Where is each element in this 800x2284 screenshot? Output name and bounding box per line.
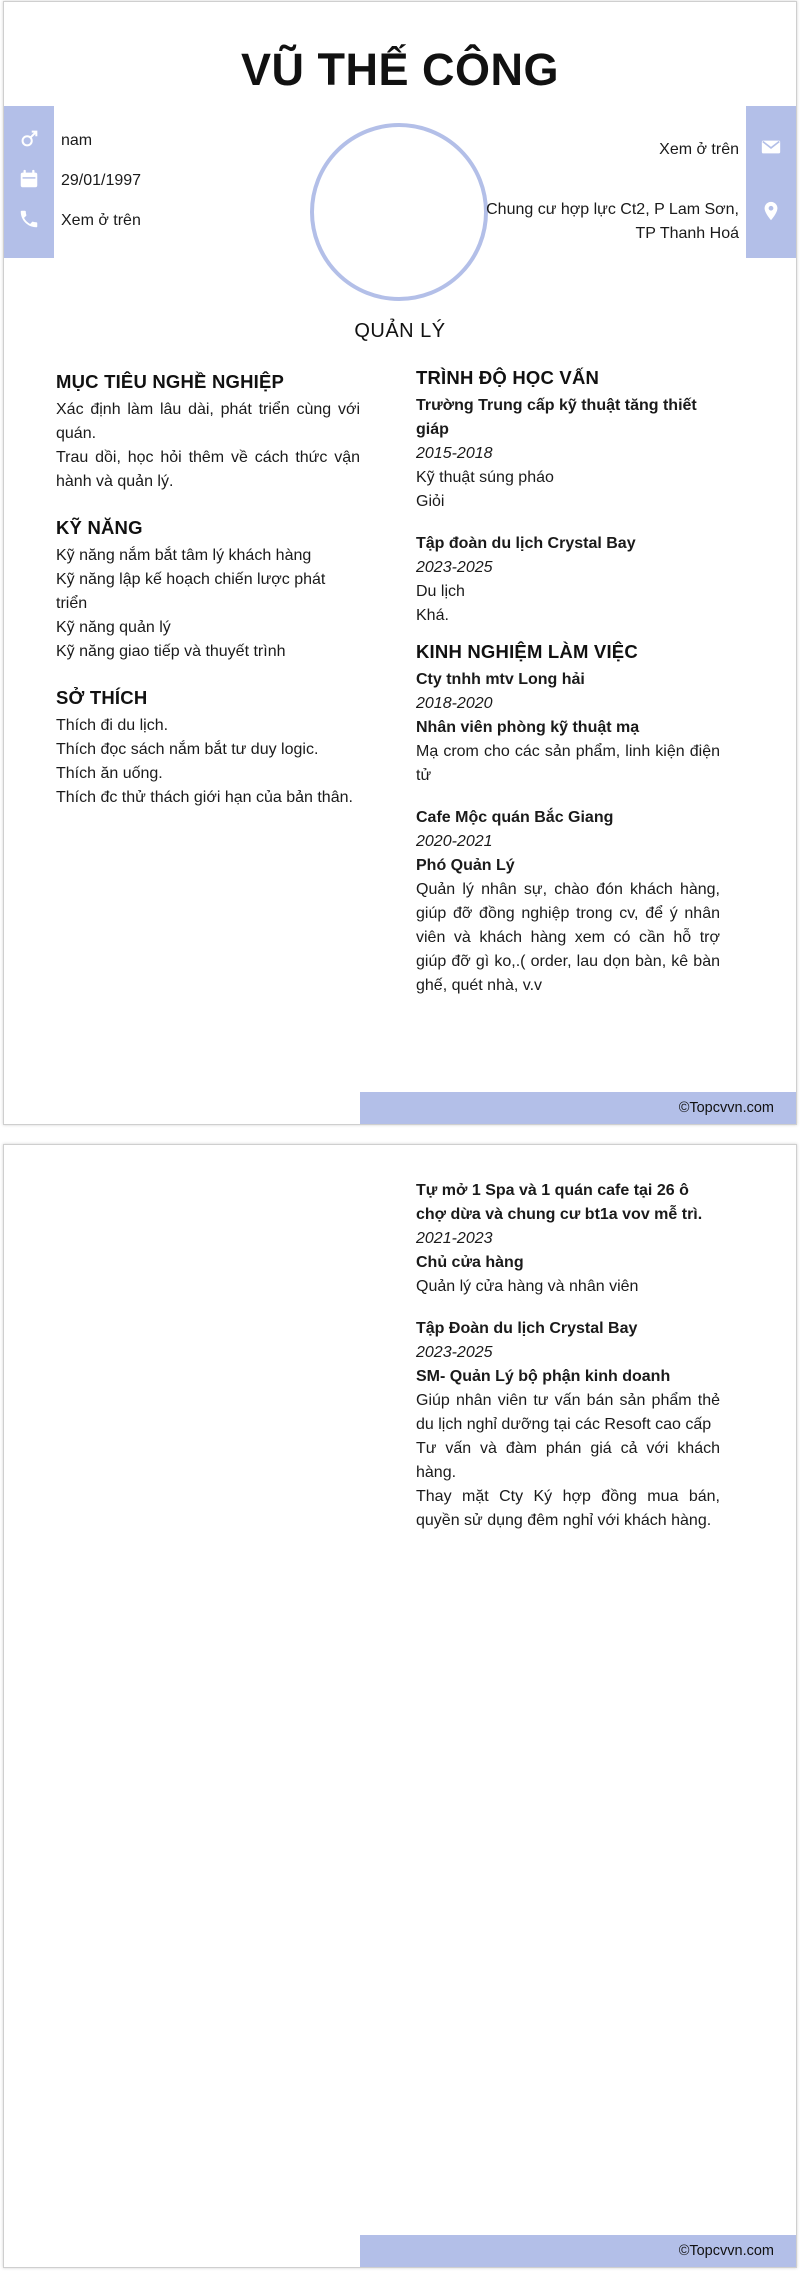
experience-entry: [416, 668, 720, 788]
gender-value: nam: [61, 132, 93, 149]
hobby-item: Thích đọc sách nắm bắt tư duy logic.: [56, 741, 319, 758]
experience-description: Mạ crom cho các sản phẩm, linh kiện điện tử: [416, 743, 720, 784]
experience-period: 2020-2021: [416, 833, 493, 850]
experience-description: Quản lý cửa hàng và nhân viên: [416, 1278, 639, 1295]
education-major: Du lịch: [416, 583, 465, 600]
email-value: Xem ở trên: [659, 141, 739, 158]
right-column-continued: [416, 1179, 720, 1551]
right-icon-bar: [746, 106, 796, 258]
calendar-icon: [18, 168, 40, 190]
footer-watermark: ©Topcvvn.com: [360, 1092, 796, 1124]
address-value: [479, 198, 739, 246]
skill-item: Kỹ năng giao tiếp và thuyết trình: [56, 643, 286, 660]
cv-page-2: [3, 1144, 797, 2268]
location-icon: [760, 200, 782, 222]
birthday-value: 29/01/1997: [61, 172, 142, 189]
skills-section: [56, 516, 360, 664]
hobbies-section: [56, 686, 360, 810]
experience-company: Cty tnhh mtv Long hải: [416, 671, 585, 688]
phone-value: Xem ở trên: [61, 212, 141, 229]
gender-icon: [18, 128, 40, 150]
experience-description: Tư vấn và đàm phán giá cả với khách hàng.: [416, 1440, 720, 1481]
experience-role: SM- Quản Lý bộ phận kinh doanh: [416, 1368, 671, 1385]
objective-title: MỤC TIÊU NGHỀ NGHIỆP: [56, 371, 285, 392]
left-column: [56, 370, 360, 832]
skill-item: Kỹ năng lập kế hoạch chiến lược phát triển: [56, 571, 326, 612]
experience-period: 2018-2020: [416, 695, 493, 712]
education-period: 2015-2018: [416, 445, 493, 462]
skill-item: Kỹ năng nắm bắt tâm lý khách hàng: [56, 547, 312, 564]
address-line-2: TP Thanh Hoá: [635, 225, 739, 242]
cv-page-1: [3, 1, 797, 1125]
experience-company: Tập Đoàn du lịch Crystal Bay: [416, 1320, 638, 1337]
hobby-item: Thích ăn uống.: [56, 765, 163, 782]
hobbies-title: SỞ THÍCH: [56, 687, 148, 708]
education-title: TRÌNH ĐỘ HỌC VẤN: [416, 367, 600, 388]
experience-entry: [416, 1179, 720, 1299]
education-grade: Khá.: [416, 607, 449, 624]
right-column: [416, 366, 720, 1016]
experience-period: 2023-2025: [416, 1344, 493, 1361]
education-school: Tập đoàn du lịch Crystal Bay: [416, 535, 636, 552]
hobby-item: Thích đc thử thách giới hạn của bản thân.: [56, 789, 353, 806]
experience-company: Tự mở 1 Spa và 1 quán cafe tại 26 ô chợ dừa và chung cư bt1a vov mễ trì.: [416, 1182, 703, 1223]
education-entry: [416, 532, 720, 628]
experience-period: 2021-2023: [416, 1230, 493, 1247]
footer-watermark: ©Topcvvn.com: [360, 2235, 796, 2267]
experience-role: Phó Quản Lý: [416, 857, 515, 874]
experience-description: Giúp nhân viên tư vấn bán sản phẩm thẻ du lịch nghỉ dưỡng tại các Resoft cao cấp: [416, 1392, 720, 1433]
experience-description: Thay mặt Cty Ký hợp đồng mua bán, quyền sử dụng đêm nghỉ với khách hàng.: [416, 1488, 720, 1529]
education-major: Kỹ thuật súng pháo: [416, 469, 554, 486]
experience-entry: [416, 806, 720, 998]
skills-title: KỸ NĂNG: [56, 517, 143, 538]
experience-title: KINH NGHIỆM LÀM VIỆC: [416, 641, 638, 662]
experience-entry: [416, 1317, 720, 1533]
objective-section: [56, 370, 360, 494]
education-entry: [416, 394, 720, 514]
experience-role: Nhân viên phòng kỹ thuật mạ: [416, 719, 640, 736]
candidate-name: VŨ THẾ CÔNG: [240, 44, 560, 95]
email-icon: [760, 136, 782, 158]
position-title: QUẢN LÝ: [354, 320, 446, 342]
objective-line: Trau dồi, học hỏi thêm về cách thức vận hành và quản lý.: [56, 449, 360, 490]
education-period: 2023-2025: [416, 559, 493, 576]
experience-description: Quản lý nhân sự, chào đón khách hàng, giúp đỡ đồng nghiệp trong cv, để ý nhân viên và khách hàng xem có cần hỗ trợ giúp đỡ gì ko,.( order, lau dọn bàn, kê bàn ghế, quét nhà, v.v: [416, 881, 720, 994]
education-school: Trường Trung cấp kỹ thuật tăng thiết giáp: [416, 397, 697, 438]
address-line-1: Chung cư hợp lực Ct2, P Lam Sơn,: [486, 201, 739, 218]
education-grade: Giỏi: [416, 493, 445, 510]
experience-role: Chủ cửa hàng: [416, 1254, 524, 1271]
objective-line: Xác định làm lâu dài, phát triển cùng với quán.: [56, 401, 360, 442]
hobby-item: Thích đi du lịch.: [56, 717, 169, 734]
left-icon-bar: [4, 106, 54, 258]
avatar: [310, 123, 488, 301]
skill-item: Kỹ năng quản lý: [56, 619, 171, 636]
phone-icon: [18, 208, 40, 230]
experience-company: Cafe Mộc quán Bắc Giang: [416, 809, 614, 826]
